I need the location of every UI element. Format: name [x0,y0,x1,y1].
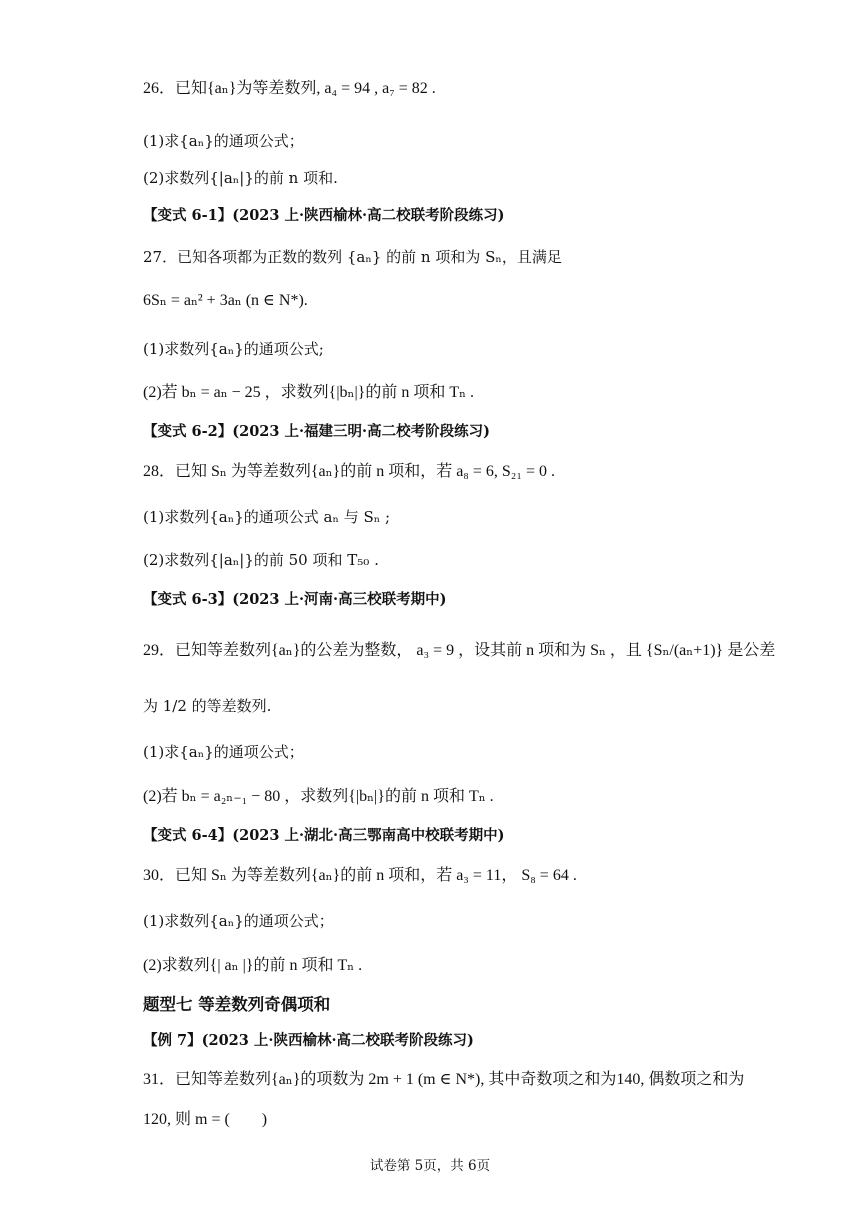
problem-27-statement: 27．已知各项都为正数的数列 {aₙ} 的前 n 项和为 Sₙ，且满足 [143,248,562,266]
example-7-source: 【例 7】(2023 上·陕西榆林·高二校联考阶段练习) [143,1032,474,1049]
problem-29-part-1: (1)求{aₙ}的通项公式； [143,743,304,761]
problem-29-statement: 29．已知等差数列{aₙ}的公差为整数， a₃ = 9 ，设其前 n 项和为 Sₙ ，且 {Sₙ/(aₙ+1)} 是公差 [143,642,776,659]
variant-6-1-source: 【变式 6-1】(2023 上·陕西榆林·高二校联考阶段练习) [143,207,505,224]
section-heading-type-7: 题型七 等差数列奇偶项和 [143,995,331,1014]
problem-30-part-1: (1)求数列{aₙ}的通项公式； [143,912,334,930]
variant-6-3-source: 【变式 6-3】(2023 上·河南·高三校联考期中) [143,591,447,608]
problem-31-statement-cont: 120, 则 m = ( ) [143,1111,268,1128]
problem-26-part-2: (2)求数列{|aₙ|}的前 n 项和. [143,169,338,187]
page-footer: 试卷第 5页，共 6页 [369,1158,491,1174]
problem-29-statement-cont: 为 1/2 的等差数列. [143,697,272,715]
problem-30-part-2: (2)求数列{| aₙ |}的前 n 项和 Tₙ . [143,957,363,974]
problem-28-statement: 28．已知 Sₙ 为等差数列{aₙ}的前 n 项和，若 a₈ = 6, S₂₁ = 0 . [143,463,555,480]
variant-6-4-source: 【变式 6-4】(2023 上·湖北·高三鄂南高中校联考期中) [143,827,505,844]
problem-29-part-2: (2)若 bₙ = a₂ₙ₋₁ − 80 ，求数列{|bₙ|}的前 n 项和 Tₙ . [143,788,494,805]
problem-26-statement: 26．已知{aₙ}为等差数列, a₄ = 94 , a₇ = 82 . [143,80,436,97]
problem-27-equation: 6Sₙ = aₙ² + 3aₙ (n ∈ N*). [143,292,308,309]
problem-28-part-1: (1)求数列{aₙ}的通项公式 aₙ 与 Sₙ ; [143,508,391,526]
problem-31-statement: 31．已知等差数列{aₙ}的项数为 2m + 1 (m ∈ N*), 其中奇数项之和为140, 偶数项之和为 [143,1071,745,1088]
problem-26-part-1: (1)求{aₙ}的通项公式； [143,132,304,150]
problem-28-part-2: (2)求数列{|aₙ|}的前 50 项和 T₅₀ . [143,551,379,569]
problem-27-part-1: (1)求数列{aₙ}的通项公式; [143,340,324,358]
problem-30-statement: 30．已知 Sₙ 为等差数列{aₙ}的前 n 项和，若 a₃ = 11， S₈ = 64 . [143,867,577,884]
problem-27-part-2: (2)若 bₙ = aₙ − 25 ，求数列{|bₙ|}的前 n 项和 Tₙ . [143,384,475,401]
variant-6-2-source: 【变式 6-2】(2023 上·福建三明·高二校考阶段练习) [143,423,490,440]
